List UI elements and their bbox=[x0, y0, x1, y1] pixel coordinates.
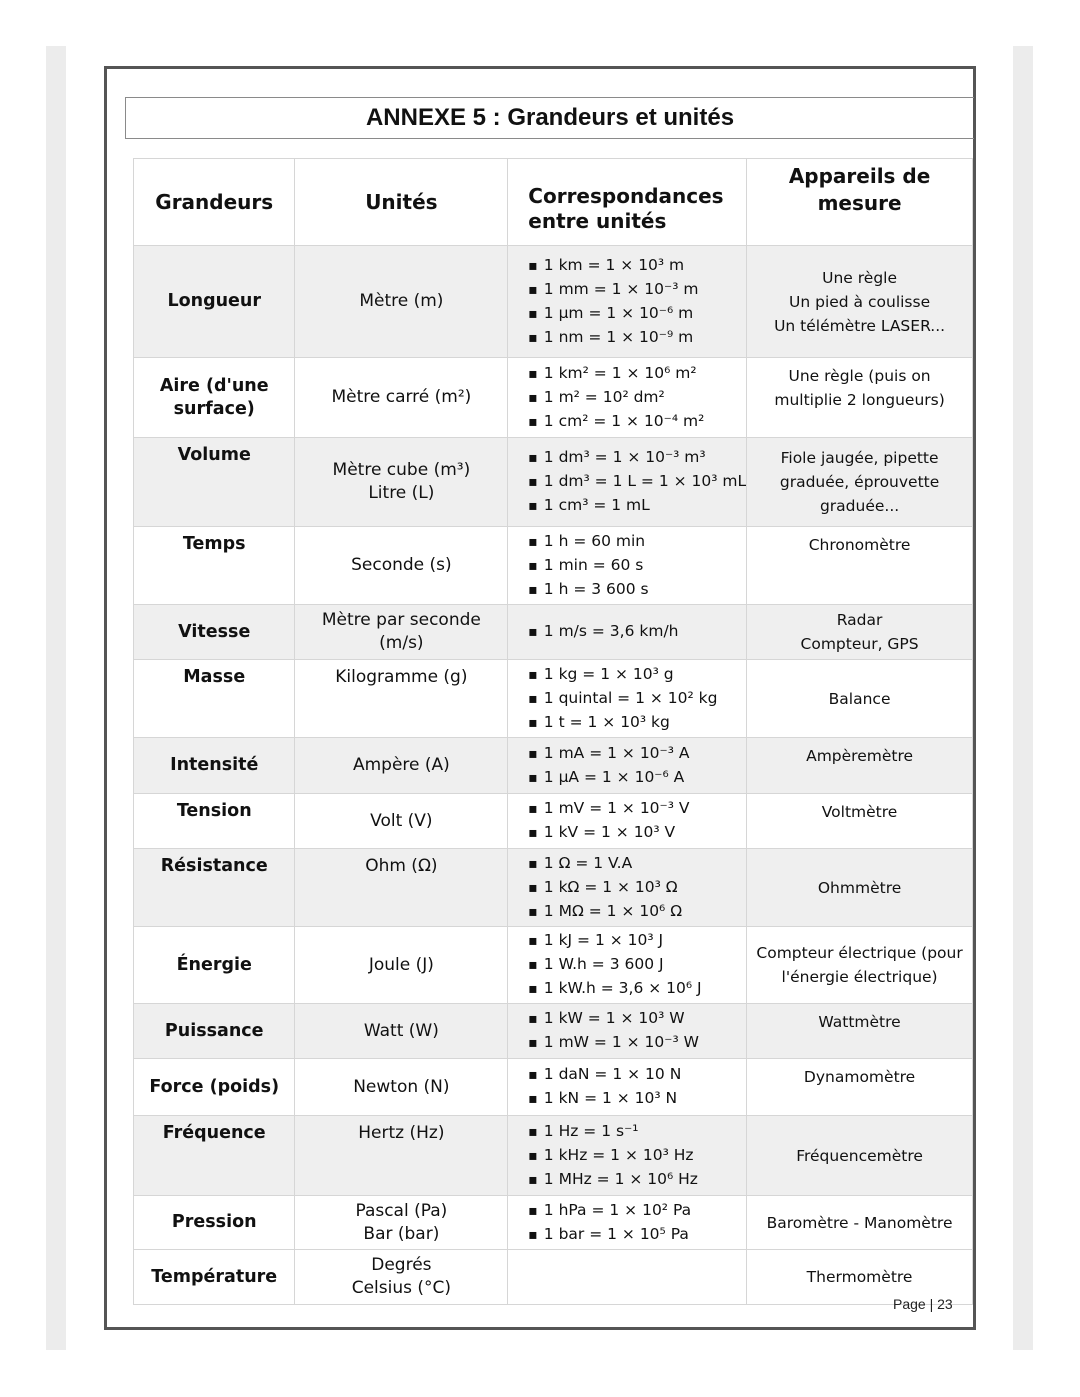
conversion-item: ▪ 1 h = 60 min bbox=[528, 530, 746, 554]
cell-grandeur: Puissance bbox=[134, 1004, 295, 1059]
conversion-item: ▪ 1 h = 3 600 s bbox=[528, 578, 746, 602]
cell-unite: Newton (N) bbox=[295, 1059, 508, 1116]
cell-grandeur: Masse bbox=[134, 660, 295, 738]
table-header-row bbox=[134, 159, 973, 246]
document-page bbox=[104, 66, 976, 1330]
conversion-item: ▪ 1 bar = 1 × 10⁵ Pa bbox=[528, 1223, 746, 1247]
cell-correspondances bbox=[508, 438, 747, 527]
table-row bbox=[134, 527, 973, 605]
cell-unite: Joule (J) bbox=[295, 927, 508, 1004]
cell-correspondances bbox=[508, 246, 747, 358]
conversion-item: ▪ 1 kW = 1 × 10³ W bbox=[528, 1007, 746, 1031]
cell-unite: Watt (W) bbox=[295, 1004, 508, 1059]
cell-grandeur: Longueur bbox=[134, 246, 295, 358]
cell-appareil: Ohmmètre bbox=[747, 849, 973, 927]
cell-grandeur: Pression bbox=[134, 1196, 295, 1250]
cell-appareil: Voltmètre bbox=[747, 794, 973, 849]
cell-appareil: Fréquencemètre bbox=[747, 1116, 973, 1196]
table-row bbox=[134, 1059, 973, 1116]
cell-correspondances bbox=[508, 927, 747, 1004]
cell-unite: Hertz (Hz) bbox=[295, 1116, 508, 1196]
conversion-item: ▪ 1 kV = 1 × 10³ V bbox=[528, 821, 746, 845]
conversion-item: ▪ 1 km = 1 × 10³ m bbox=[528, 254, 746, 278]
conversion-item: ▪ 1 W.h = 3 600 J bbox=[528, 953, 746, 977]
cell-unite: Mètre par seconde (m/s) bbox=[295, 605, 508, 660]
cell-unite: Degrés Celsius (°C) bbox=[295, 1250, 508, 1305]
table-row bbox=[134, 738, 973, 794]
cell-appareil: Dynamomètre bbox=[747, 1059, 973, 1116]
conversion-item: ▪ 1 nm = 1 × 10⁻⁹ m bbox=[528, 326, 746, 350]
cell-correspondances bbox=[508, 1004, 747, 1059]
table-row bbox=[134, 794, 973, 849]
cell-correspondances bbox=[508, 849, 747, 927]
conversion-item: ▪ 1 Hz = 1 s⁻¹ bbox=[528, 1120, 746, 1144]
cell-grandeur: Énergie bbox=[134, 927, 295, 1004]
conversion-item: ▪ 1 kN = 1 × 10³ N bbox=[528, 1087, 746, 1111]
page-title: ANNEXE 5 : Grandeurs et unités bbox=[125, 97, 974, 139]
table-row bbox=[134, 1250, 973, 1305]
cell-appareil: Baromètre - Manomètre bbox=[747, 1196, 973, 1250]
conversion-item: ▪ 1 MΩ = 1 × 10⁶ Ω bbox=[528, 900, 746, 924]
cell-grandeur: Intensité bbox=[134, 738, 295, 794]
conversion-item: ▪ 1 min = 60 s bbox=[528, 554, 746, 578]
cell-correspondances bbox=[508, 794, 747, 849]
conversion-item: ▪ 1 Ω = 1 V.A bbox=[528, 852, 746, 876]
cell-grandeur: Volume bbox=[134, 438, 295, 527]
cell-correspondances bbox=[508, 605, 747, 660]
cell-unite: Mètre cube (m³) Litre (L) bbox=[295, 438, 508, 527]
conversion-item: ▪ 1 dm³ = 1 × 10⁻³ m³ bbox=[528, 446, 746, 470]
cell-grandeur: Force (poids) bbox=[134, 1059, 295, 1116]
cell-unite: Ohm (Ω) bbox=[295, 849, 508, 927]
cell-grandeur: Aire (d'une surface) bbox=[134, 358, 295, 438]
cell-correspondances bbox=[508, 358, 747, 438]
table-row bbox=[134, 849, 973, 927]
table-row bbox=[134, 358, 973, 438]
conversion-item: ▪ 1 hPa = 1 × 10² Pa bbox=[528, 1199, 746, 1223]
cell-grandeur: Fréquence bbox=[134, 1116, 295, 1196]
conversion-item: ▪ 1 cm² = 1 × 10⁻⁴ m² bbox=[528, 410, 746, 434]
header-unites: Unités bbox=[295, 159, 508, 246]
cell-correspondances bbox=[508, 1116, 747, 1196]
conversion-item: ▪ 1 km² = 1 × 10⁶ m² bbox=[528, 362, 746, 386]
conversion-item: ▪ 1 kΩ = 1 × 10³ Ω bbox=[528, 876, 746, 900]
conversion-item: ▪ 1 mm = 1 × 10⁻³ m bbox=[528, 278, 746, 302]
scan-left-margin bbox=[46, 46, 66, 1350]
conversion-item: ▪ 1 µm = 1 × 10⁻⁶ m bbox=[528, 302, 746, 326]
cell-appareil: Ampèremètre bbox=[747, 738, 973, 794]
units-table bbox=[133, 158, 973, 1305]
header-appareils: Appareils de mesure bbox=[747, 159, 973, 246]
cell-unite: Pascal (Pa) Bar (bar) bbox=[295, 1196, 508, 1250]
conversion-item: ▪ 1 mV = 1 × 10⁻³ V bbox=[528, 797, 746, 821]
scan-right-margin bbox=[1013, 46, 1033, 1350]
cell-correspondances bbox=[508, 1250, 747, 1305]
cell-appareil: Une règle Un pied à coulisse Un télémètre LASER... bbox=[747, 246, 973, 358]
conversion-item: ▪ 1 dm³ = 1 L = 1 × 10³ mL bbox=[528, 470, 746, 494]
cell-unite: Mètre (m) bbox=[295, 246, 508, 358]
cell-correspondances bbox=[508, 527, 747, 605]
cell-appareil: Une règle (puis on multiplie 2 longueurs) bbox=[747, 358, 973, 438]
header-grandeurs: Grandeurs bbox=[134, 159, 295, 246]
conversion-item: ▪ 1 kW.h = 3,6 × 10⁶ J bbox=[528, 977, 746, 1001]
cell-appareil: Radar Compteur, GPS bbox=[747, 605, 973, 660]
cell-appareil: Wattmètre bbox=[747, 1004, 973, 1059]
cell-grandeur: Temps bbox=[134, 527, 295, 605]
cell-unite: Ampère (A) bbox=[295, 738, 508, 794]
cell-correspondances bbox=[508, 1059, 747, 1116]
cell-correspondances bbox=[508, 660, 747, 738]
conversion-item: ▪ 1 mW = 1 × 10⁻³ W bbox=[528, 1031, 746, 1055]
conversion-item: ▪ 1 quintal = 1 × 10² kg bbox=[528, 687, 746, 711]
table-row bbox=[134, 246, 973, 358]
table-body bbox=[134, 246, 973, 1305]
cell-unite: Volt (V) bbox=[295, 794, 508, 849]
conversion-item: ▪ 1 kHz = 1 × 10³ Hz bbox=[528, 1144, 746, 1168]
cell-appareil: Balance bbox=[747, 660, 973, 738]
conversion-item: ▪ 1 kg = 1 × 10³ g bbox=[528, 663, 746, 687]
cell-appareil: Chronomètre bbox=[747, 527, 973, 605]
table-row bbox=[134, 605, 973, 660]
cell-grandeur: Vitesse bbox=[134, 605, 295, 660]
cell-grandeur: Résistance bbox=[134, 849, 295, 927]
table-row bbox=[134, 1196, 973, 1250]
cell-correspondances bbox=[508, 1196, 747, 1250]
cell-appareil: Fiole jaugée, pipette graduée, éprouvette graduée... bbox=[747, 438, 973, 527]
header-correspondances: Correspondances entre unités bbox=[508, 159, 747, 246]
conversion-item: ▪ 1 t = 1 × 10³ kg bbox=[528, 711, 746, 735]
cell-grandeur: Température bbox=[134, 1250, 295, 1305]
conversion-item: ▪ 1 cm³ = 1 mL bbox=[528, 494, 746, 518]
cell-unite: Kilogramme (g) bbox=[295, 660, 508, 738]
cell-grandeur: Tension bbox=[134, 794, 295, 849]
conversion-item: ▪ 1 µA = 1 × 10⁻⁶ A bbox=[528, 766, 746, 790]
table-row bbox=[134, 1116, 973, 1196]
conversion-item: ▪ 1 daN = 1 × 10 N bbox=[528, 1063, 746, 1087]
conversion-item: ▪ 1 kJ = 1 × 10³ J bbox=[528, 929, 746, 953]
table-row bbox=[134, 927, 973, 1004]
cell-appareil: Thermomètre bbox=[747, 1250, 973, 1305]
conversion-item: ▪ 1 mA = 1 × 10⁻³ A bbox=[528, 742, 746, 766]
table-row bbox=[134, 1004, 973, 1059]
table-row bbox=[134, 438, 973, 527]
table-row bbox=[134, 660, 973, 738]
page-number: Page | 23 bbox=[893, 1296, 953, 1312]
cell-appareil: Compteur électrique (pour l'énergie électrique) bbox=[747, 927, 973, 1004]
cell-unite: Mètre carré (m²) bbox=[295, 358, 508, 438]
cell-unite: Seconde (s) bbox=[295, 527, 508, 605]
conversion-item: ▪ 1 MHz = 1 × 10⁶ Hz bbox=[528, 1168, 746, 1192]
conversion-item: ▪ 1 m/s = 3,6 km/h bbox=[528, 620, 746, 644]
conversion-item: ▪ 1 m² = 10² dm² bbox=[528, 386, 746, 410]
cell-correspondances bbox=[508, 738, 747, 794]
